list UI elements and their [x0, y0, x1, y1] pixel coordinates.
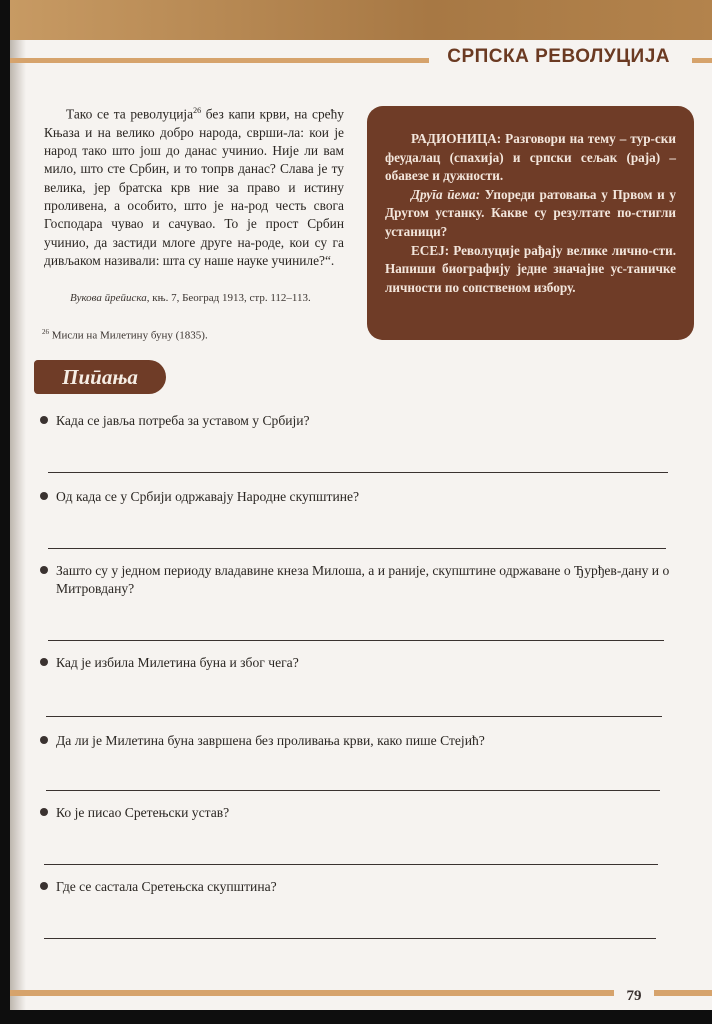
bullet-icon: [40, 658, 48, 666]
second-topic-text: Упореди ратовања у Првом и у Другом устанку. Какве су резултате по-стигли устаници?: [385, 186, 676, 239]
question-text: Кад је избила Милетина буна и због чега?: [56, 655, 299, 670]
essay-text: Револуције рађају велике лично-сти. Напиши биографију једне значајне ус-таничке личности по сопственом избору.: [385, 242, 676, 295]
answer-line[interactable]: [48, 548, 666, 549]
question-text: Ко је писао Сретењски устав?: [56, 805, 230, 820]
answer-line[interactable]: [46, 716, 662, 717]
page-number: 79: [626, 987, 642, 1004]
bullet-icon: [40, 736, 48, 744]
footnote-reference: 26: [193, 106, 202, 115]
question-text: Где се састала Сретењска скупштина?: [56, 879, 277, 894]
questions-heading-badge: [34, 360, 166, 394]
answer-line[interactable]: [48, 472, 668, 473]
bullet-icon: [40, 566, 48, 574]
second-topic-label: Друīа ӣема:: [411, 186, 481, 202]
footnote-number: 26: [42, 328, 49, 336]
quote-source: [70, 292, 350, 304]
footer-rule: [10, 990, 712, 996]
quote-text-rest: без капи крви, на срећу Књаза и на велико добро народа, сврши-ла: кои је народ тако што још до данас учинио. Није ли вам мило, што сте Србин, и то топрв данас? Слава је ту велика, јер братска крв ние за право и истину проливена, а особито, што је на-род честь свога Господара чувао и сачувао. То је прост Србин учинио, да застиди млоге друге на-роде, кои су га дивљаком називали: шта су наше науке учиниле?“.: [44, 106, 344, 268]
question-text: Када се јавља потреба за уставом у Србији?: [56, 413, 310, 428]
questions-heading: Пиӣања: [62, 364, 138, 389]
bullet-icon: [40, 808, 48, 816]
footnote-text: Мисли на Милетину буну (1835).: [49, 329, 208, 342]
answer-line[interactable]: [48, 640, 664, 641]
page-number-box: [614, 986, 654, 1006]
bullet-icon: [40, 416, 48, 424]
question-text: Од када се у Србији одржавају Народне скупштине?: [56, 489, 360, 504]
workshop-text: Разговори на тему – тур-ски феудалац (спахија) и српски сељак (раја) – обавезе и дужности.: [385, 131, 676, 184]
workshop-item-1: [385, 130, 676, 186]
chapter-title: СРПСКА РЕВОЛУЦИЈА: [447, 46, 670, 67]
workshop-label: РАДИОНИЦА:: [411, 131, 502, 146]
workshop-item-2: [385, 186, 676, 242]
footnote: [42, 328, 342, 342]
source-title: Вукова ӣреӣиска: [70, 292, 147, 304]
bullet-icon: [40, 492, 48, 500]
quote-text-start: Тако се та револуција: [66, 106, 194, 122]
question-text: Да ли је Милетина буна завршена без проливања крви, како пише Стејић?: [56, 733, 485, 748]
book-page: [10, 0, 712, 1010]
essay-label: ЕСЕЈ:: [411, 242, 450, 258]
source-details: , књ. 7, Београд 1913, стр. 112–113.: [146, 292, 311, 304]
workshop-item-3: [385, 242, 676, 298]
workshop-box: [367, 106, 694, 340]
page-gutter-shadow: [10, 0, 26, 1010]
chapter-header: [429, 44, 692, 70]
answer-line[interactable]: [46, 790, 660, 791]
question-text: Зашто су у једном периоду владавине кнеза Милоша, а и раније, скупштине одржаване о Ђурђев-дану и о Митровдану?: [56, 563, 670, 596]
answer-line[interactable]: [44, 938, 656, 939]
quote-paragraph: [44, 102, 344, 270]
scan-edge: [0, 1010, 712, 1024]
top-decorative-band: [10, 0, 712, 40]
answer-line[interactable]: [44, 864, 658, 865]
bullet-icon: [40, 882, 48, 890]
